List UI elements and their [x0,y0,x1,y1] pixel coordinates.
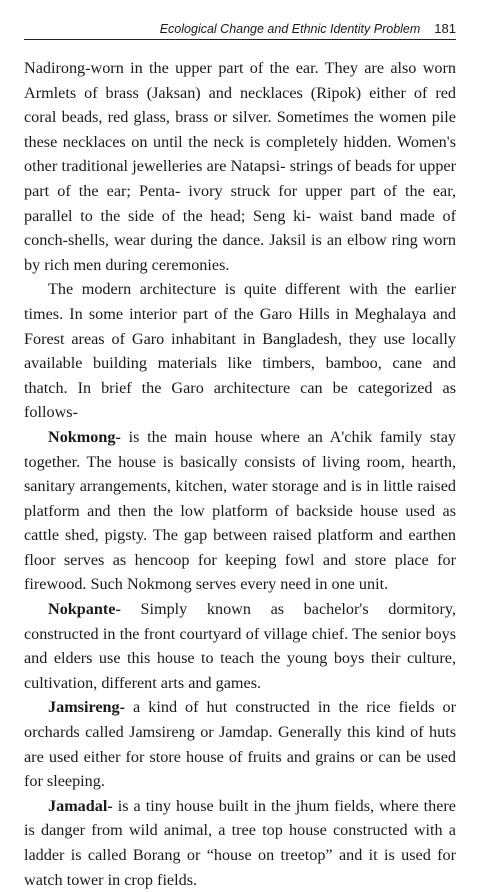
paragraph-text: The modern architecture is quite different with the earlier times. In some interior part of the Garo Hills in Meghalaya and Forest areas of Garo inhabitant in Bangladesh, they use locally available building materials like timbers, bamboo, cane and thatch. In brief the Garo architecture can be categorized as follows- [24,280,456,422]
paragraph-nokpante [24,597,456,695]
page-number: 181 [434,21,456,36]
term-jamsireng: Jamsireng- [48,698,126,717]
paragraph-jamadal [24,794,456,892]
paragraph-continuation [24,56,456,277]
term-jamadal: Jamadal- [48,796,113,815]
paragraph-text: a kind of hut constructed in the rice fields or orchards called Jamsireng or Jamdap. Generally this kind of huts are used either for store house of fruits and grains or can be used for sleeping. [24,698,456,791]
term-nokpante: Nokpante- [48,600,121,619]
running-title: Ecological Change and Ethnic Identity Problem [159,22,421,36]
running-header [24,14,456,40]
paragraph-text: Nadirong-worn in the upper part of the ear. They are also worn Armlets of brass (Jaksan) and necklaces (Ripok) either of red coral beads, red glass, brass or silver. Sometimes the women pile these necklaces on until the neck is completely hidden. Women's other traditional jewelleries are Natapsi- strings of beads for upper part of the ear; Penta- ivory struck for upper part of the ear, parallel to the side of the head; Seng ki- waist band made of conch-shells, wear during the dance. Jaksil is an elbow ring worn by rich men during ceremonies. [24,59,456,274]
term-nokmong: Nokmong- [48,427,121,446]
paragraph-jamsireng [24,695,456,793]
paragraph-nokmong [24,425,456,597]
body-text [24,56,456,892]
paragraph-text: Simply known as bachelor's dormitory, constructed in the front courtyard of village chief. The senior boys and elders use this house to teach the young boys their culture, cultivation, different arts and games. [24,600,456,692]
paragraph-architecture [24,277,456,425]
paragraph-text: is the main house where an A'chik family stay together. The house is basically consists of living room, hearth, sanitary arrangements, kitchen, water storage and is in little raised platform and then the low platform of backside house used as cattle shed, pigsty. The gap between raised platform and earthen floor serves as hencoop for keeping fowl and store place for firewood. Such Nokmong serves every need in one unit. [24,427,456,594]
paragraph-text: is a tiny house built in the jhum fields, where there is danger from wild animal, a tree top house constructed with a ladder is called Borang or “house on treetop” and it is used for watch tower in crop fields. [24,796,456,889]
